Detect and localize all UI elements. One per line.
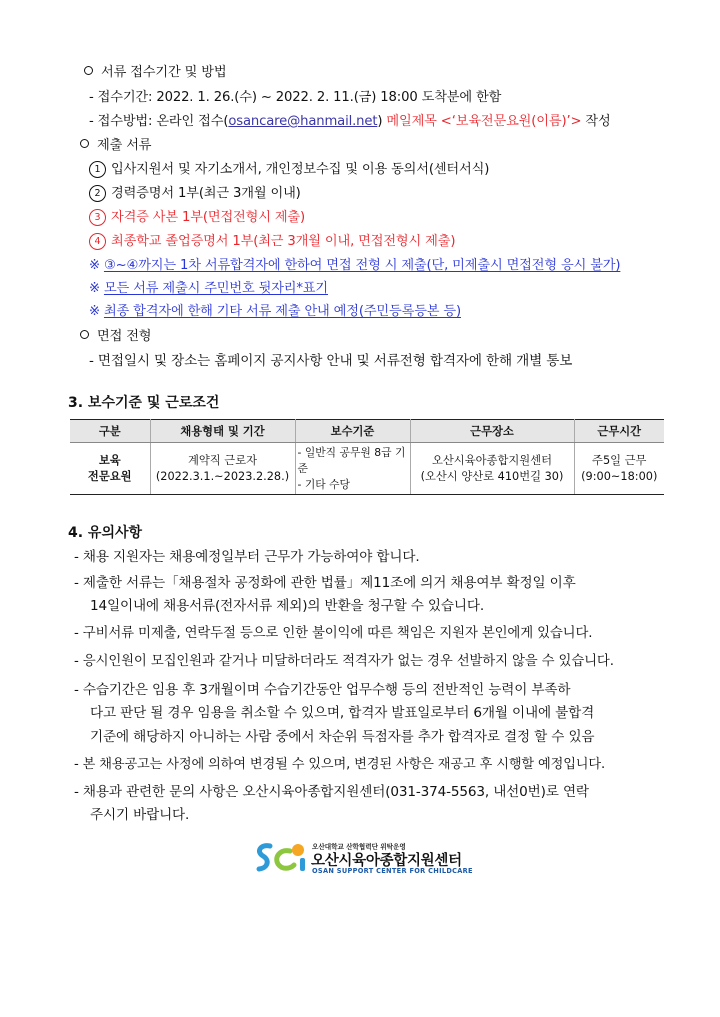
header-work-hours: 근무시간 [574,420,664,443]
logo-caption: 오산대학교 산학협력단 위탁운영 [312,843,406,851]
notice-line: - 채용과 관련한 문의 사항은 오산시육아종합지원센터(031-374-5563, 내선0번)로 연락 [74,784,589,800]
header-workplace: 근무장소 [410,420,574,443]
notice-line: 14일이내에 채용서류(전자서류 제외)의 반환을 청구할 수 있습니다. [90,598,485,614]
header-category: 구분 [70,420,150,443]
notice-line: - 응시인원이 모집인원과 같거나 미달하더라도 적격자가 없는 경우 선발하지 않을 수 있습니다. [74,654,614,669]
section-3-title: 3. 보수기준 및 근로조건 [68,395,220,411]
email-subject-note: 메일제목 <‘보육전문요원(이름)’> [382,114,582,129]
notice-line: - 제출한 서류는「채용절차 공정화에 관한 법률」제11조에 의거 채용여부 확정일 이후 [74,575,576,591]
table-header-row [70,420,664,443]
notice-line: - 구비서류 미제출, 연락두절 등으로 인한 불이익에 따른 책임은 지원자 본인에게 있습니다. [74,626,593,641]
pay-conditions-table [70,419,664,495]
circled-number-1: 1 [89,161,106,178]
center-name: 오산시육아종합지원센터 [311,853,462,869]
notice-line: - 채용 지원자는 채용예정일부터 근무가 가능하여야 합니다. [74,549,420,565]
table-row [70,443,664,495]
email-link[interactable]: osancare@hanmail.net [228,114,378,129]
circle-bullet-icon [84,66,93,75]
circle-bullet-icon [80,330,89,339]
cell-category: 보육 전문요원 [70,443,150,495]
document-item-1: 1 입사지원서 및 자기소개서, 개인정보수집 및 이용 동의서(센터서식) [89,160,489,180]
center-english-name: OSAN SUPPORT CENTER FOR CHILDCARE [312,867,473,875]
header-pay-standard: 보수기준 [295,420,410,443]
note-line-2: ※ 모든 서류 제출시 주민번호 뒷자리*표기 [89,281,328,296]
section-4-title: 4. 유의사항 [68,525,143,541]
notice-line: - 수습기간은 임용 후 3개월이며 수습기간동안 업무수행 등의 전반적인 능력이 부족하 [74,682,571,698]
interview-heading: 면접 전형 [80,327,151,347]
documents-heading: 제출 서류 [80,136,151,156]
center-logo [254,841,484,875]
circled-number-3: 3 [89,209,106,226]
circled-number-2: 2 [89,185,106,202]
cell-employment-type: 계약직 근로자 (2022.3.1.~2023.2.28.) [150,443,295,495]
note-line-1: ※ ③~④까지는 1차 서류합격자에 한하여 면접 전형 시 제출(단, 미제출시 면접전형 응시 불가) [89,258,621,273]
document-item-4: 4 최종학교 졸업증명서 1부(최근 3개월 이내, 면접전형시 제출) [89,232,455,252]
notice-line: - 본 채용공고는 사정에 의하여 변경될 수 있으며, 변경된 사항은 재공고 후 시행할 예정입니다. [74,757,606,772]
notice-line: 다고 판단 될 경우 임용을 취소할 수 있으며, 합격자 발표일로부터 6개월 이내에 불합격 [90,705,595,721]
cell-workplace: 오산시육아종합지원센터 (오산시 양산로 410번길 30) [410,443,574,495]
notice-line: 주시기 바랍니다. [90,807,190,823]
circled-number-4: 4 [89,233,106,250]
notice-line: 기준에 해당하지 아니하는 사람 중에서 차순위 득점자를 추가 합격자로 결정 할 수 있음 [90,729,595,745]
submission-period-heading: 서류 접수기간 및 방법 [84,63,226,83]
circle-bullet-icon [80,139,89,148]
note-line-3: ※ 최종 합격자에 한해 기타 서류 제출 안내 예정(주민등록등본 등) [89,304,462,319]
interview-text: - 면접일시 및 장소는 홈페이지 공지사항 안내 및 서류전형 합격자에 한해 개별 통보 [89,353,573,369]
submission-period-text: - 접수기간: 2022. 1. 26.(수) ~ 2022. 2. 11.(금) 18:00 도착분에 한함 [89,90,502,105]
document-item-3: 3 자격증 사본 1부(면접전형시 제출) [89,208,305,228]
header-employment-type: 채용형태 및 기간 [150,420,295,443]
cell-pay-standard: - 일반직 공무원 8급 기준 - 기타 수당 [295,443,410,495]
document-item-2: 2 경력증명서 1부(최근 3개월 이내) [89,184,301,204]
sci-logo-icon [254,841,310,875]
cell-work-hours: 주5일 근무 (9:00~18:00) [574,443,664,495]
submission-method-text: - 접수방법: 온라인 접수(osancare@hanmail.net) 메일제목 <‘보육전문요원(이름)’> 작성 [89,114,611,129]
